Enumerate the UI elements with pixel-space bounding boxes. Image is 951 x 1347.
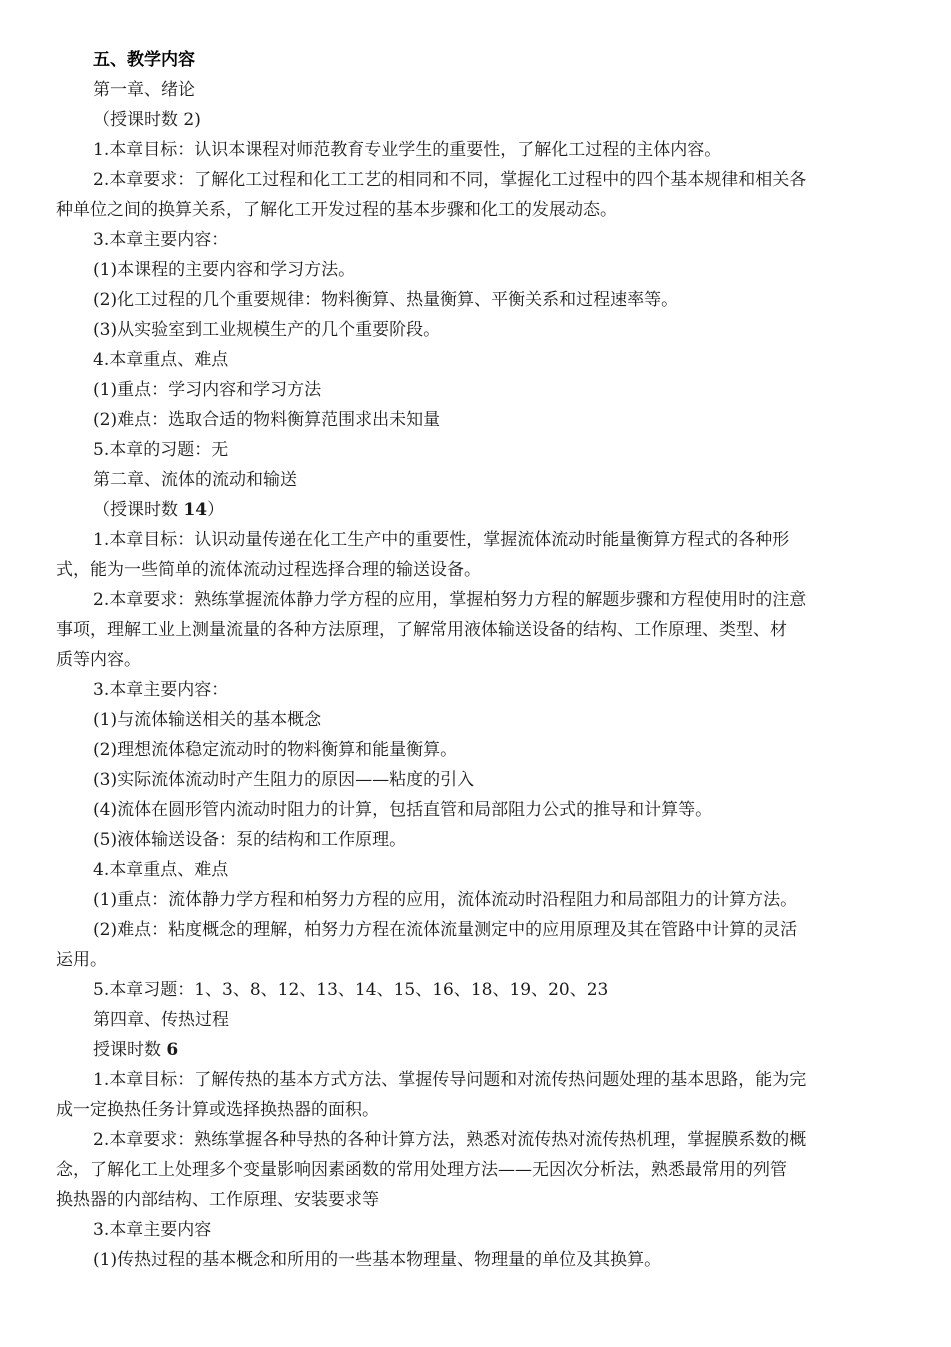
chapter-2-requirement-line-1: 2.本章要求：熟练掌握流体静力学方程的应用，掌握柏努力方程的解题步骤和方程使用时的注意 [93, 590, 807, 610]
chapter-2-goal-line-2: 式，能为一些简单的流体流动过程选择合理的输送设备。 [56, 560, 481, 580]
chapter-1-key-title: 4.本章重点、难点 [93, 350, 229, 370]
chapter-1-content-title: 3.本章主要内容： [93, 230, 229, 250]
chapter-1-content-item-1: (1)本课程的主要内容和学习方法。 [93, 260, 356, 280]
chapter-2-key-title: 4.本章重点、难点 [93, 860, 229, 880]
chapter-2-exercise: 5.本章习题：1、3、8、12、13、14、15、16、18、19、20、23 [93, 980, 609, 1000]
chapter-2-content-item-3: (3)实际流体流动时产生阻力的原因——粘度的引入 [93, 770, 475, 790]
chapter-1-content-item-2: (2)化工过程的几个重要规律：物料衡算、热量衡算、平衡关系和过程速率等。 [93, 290, 679, 310]
chapter-2-requirement-line-2: 事项，理解工业上测量流量的各种方法原理，了解常用液体输送设备的结构、工作原理、类型、材 [56, 620, 787, 640]
chapter-4-hours-prefix: 授课时数 [93, 1040, 167, 1060]
chapter-2-content-title: 3.本章主要内容： [93, 680, 229, 700]
chapter-4-goal-line-1: 1.本章目标：了解传热的基本方式方法、掌握传导问题和对流传热问题处理的基本思路，能为完 [93, 1070, 807, 1090]
chapter-1-content-item-3: (3)从实验室到工业规模生产的几个重要阶段。 [93, 320, 441, 340]
chapter-1-requirement-line-2: 种单位之间的换算关系，了解化工开发过程的基本步骤和化工的发展动态。 [56, 200, 617, 220]
chapter-4-requirement-line-1: 2.本章要求：熟练掌握各种导热的各种计算方法，熟悉对流传热对流传热机理，掌握膜系数的概 [93, 1130, 807, 1150]
chapter-1-key-point: (1)重点：学习内容和学习方法 [93, 380, 322, 400]
chapter-1-requirement-line-1: 2.本章要求：了解化工过程和化工工艺的相同和不同，掌握化工过程中的四个基本规律和相关各 [93, 170, 807, 190]
chapter-2-hours [93, 499, 896, 521]
chapter-2-goal-line-1: 1.本章目标：认识动量传递在化工生产中的重要性，掌握流体流动时能量衡算方程式的各种形 [93, 530, 790, 550]
section-title: 五、教学内容 [93, 50, 195, 70]
chapter-2-difficulty-line-2: 运用。 [56, 950, 107, 970]
chapter-1-title: 第一章、绪论 [93, 80, 195, 100]
chapter-2-content-item-1: (1)与流体输送相关的基本概念 [93, 710, 322, 730]
chapter-4-hours [93, 1039, 896, 1061]
chapter-4-content-item-1: (1)传热过程的基本概念和所用的一些基本物理量、物理量的单位及其换算。 [93, 1250, 662, 1270]
chapter-2-content-item-4: (4)流体在圆形管内流动时阻力的计算，包括直管和局部阻力公式的推导和计算等。 [93, 800, 713, 820]
chapter-2-difficulty-line-1: (2)难点：粘度概念的理解，柏努力方程在流体流量测定中的应用原理及其在管路中计算的灵活 [93, 920, 798, 940]
chapter-4-hours-number: 6 [166, 1040, 179, 1060]
chapter-2-hours-prefix: （授课时数 [93, 500, 184, 520]
chapter-4-content-title: 3.本章主要内容 [93, 1220, 212, 1240]
chapter-1-exercise: 5.本章的习题：无 [93, 440, 229, 460]
chapter-1-difficulty: (2)难点：选取合适的物料衡算范围求出未知量 [93, 410, 441, 430]
chapter-4-goal-line-2: 成一定换热任务计算或选择换热器的面积。 [56, 1100, 379, 1120]
chapter-4-title: 第四章、传热过程 [93, 1010, 229, 1030]
chapter-1-hours: （授课时数 2) [93, 110, 201, 130]
chapter-4-requirement-line-3: 换热器的内部结构、工作原理、安装要求等 [56, 1190, 379, 1210]
chapter-2-content-item-2: (2)理想流体稳定流动时的物料衡算和能量衡算。 [93, 740, 458, 760]
chapter-2-hours-suffix: ） [207, 500, 225, 520]
chapter-4-requirement-line-2: 念，了解化工上处理多个变量影响因素函数的常用处理方法——无因次分析法，熟悉最常用的列管 [56, 1160, 787, 1180]
chapter-2-content-item-5: (5)液体输送设备：泵的结构和工作原理。 [93, 830, 407, 850]
chapter-2-key-point: (1)重点：流体静力学方程和柏努力方程的应用，流体流动时沿程阻力和局部阻力的计算方法。 [93, 890, 798, 910]
chapter-1-goal: 1.本章目标：认识本课程对师范教育专业学生的重要性，了解化工过程的主体内容。 [93, 140, 722, 160]
chapter-2-requirement-line-3: 质等内容。 [56, 650, 141, 670]
chapter-2-hours-number: 14 [183, 500, 208, 520]
chapter-2-title: 第二章、流体的流动和输送 [93, 470, 297, 490]
